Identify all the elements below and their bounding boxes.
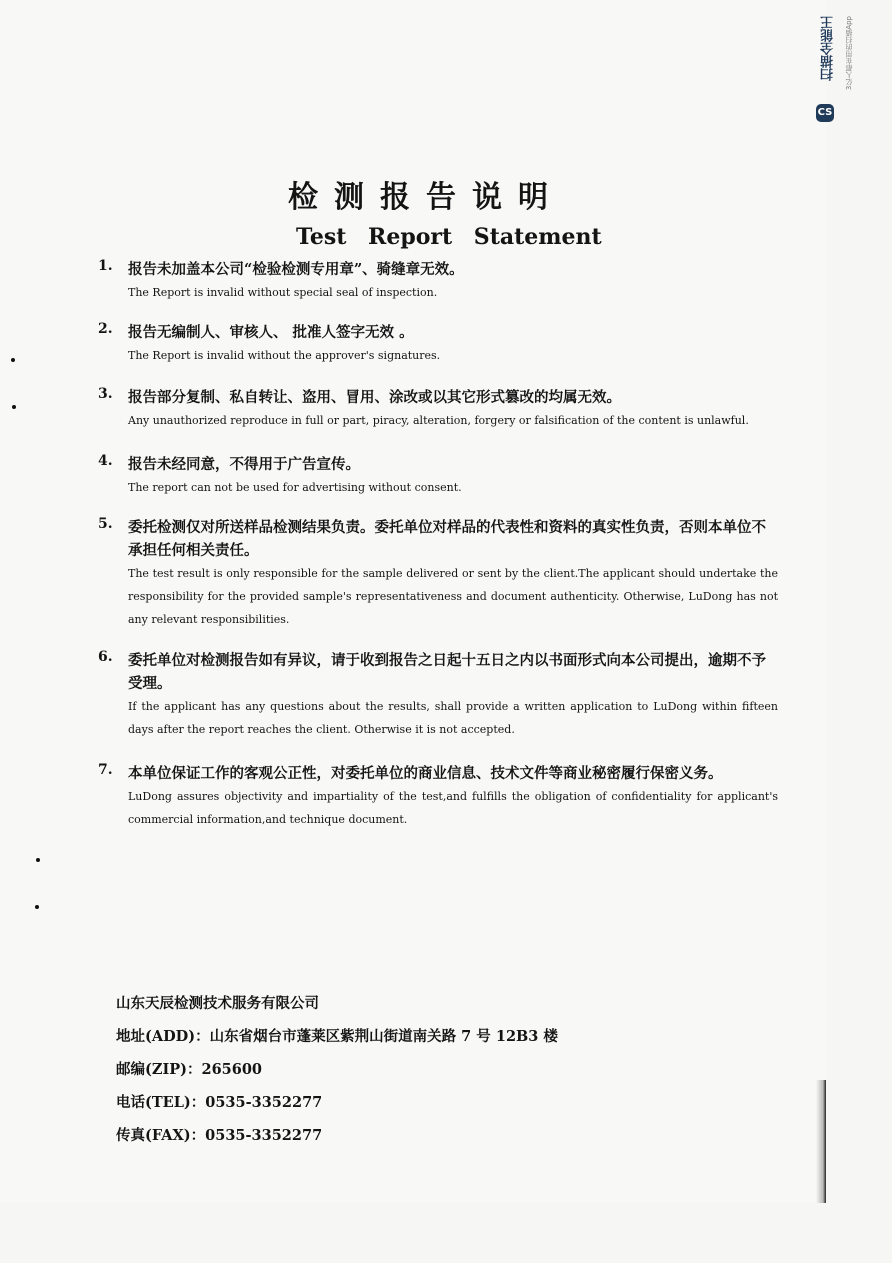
item-text-en: LuDong assures objectivity and impartiality of the test,and fulfills the obligation of confidentiality for applicant's commercial information,and technique document. [128, 790, 778, 826]
item-text-cn: 委托检测仅对所送样品检测结果负责。委托单位对样品的代表性和资料的真实性负责，否则本单位不承担任何相关责任。 [128, 519, 766, 559]
watermark-logo-icon: CS [816, 104, 834, 122]
item-number: 2. [98, 321, 113, 337]
item-number: 3. [98, 386, 113, 402]
statement-item [98, 762, 778, 831]
item-text-cn: 报告无编制人、审核人、 批准人签字无效 。 [128, 324, 414, 341]
item-text-en: The Report is invalid without the approver's signatures. [128, 349, 441, 362]
statement-item [98, 453, 778, 499]
watermark-tagline: 3亿人都在用的扫描App [845, 16, 853, 91]
punch-hole-mark [35, 905, 39, 909]
punch-hole-mark [36, 858, 40, 862]
item-text-cn: 报告未加盖本公司“检验检测专用章”、骑缝章无效。 [128, 261, 464, 278]
punch-hole-mark [12, 405, 16, 409]
item-text-cn: 本单位保证工作的客观公正性，对委托单位的商业信息、技术文件等商业秘密履行保密义务。 [128, 765, 723, 782]
statement-item [98, 386, 778, 432]
item-text-en: The report can not be used for advertising without consent. [128, 481, 462, 494]
company-name: 山东天辰检测技术服务有限公司 [116, 995, 319, 1012]
company-zip: 邮编(ZIP)：265600 [116, 1061, 263, 1078]
item-text-cn: 委托单位对检测报告如有异议，请于收到报告之日起十五日之内以书面形式向本公司提出，逾期不予受理。 [128, 652, 766, 692]
company-address: 地址(ADD)：山东省烟台市蓬莱区紫荆山街道南关路 7 号 12B3 楼 [116, 1028, 558, 1045]
item-text-en: The Report is invalid without special seal of inspection. [128, 286, 438, 299]
item-text-cn: 报告部分复制、私自转让、盗用、冒用、涂改或以其它形式篡改的均属无效。 [128, 389, 621, 406]
punch-hole-mark [11, 358, 15, 362]
item-number: 7. [98, 762, 113, 778]
company-fax: 传真(FAX)：0535-3352277 [116, 1127, 323, 1144]
statement-item [98, 321, 778, 367]
statement-item [98, 649, 778, 741]
item-text-cn: 报告未经同意，不得用于广告宣传。 [128, 456, 360, 473]
document-title-cn: 检测报告说明 [288, 180, 564, 215]
watermark-brand: 扫描全能王 [821, 16, 836, 81]
item-text-en: The test result is only responsible for the sample delivered or sent by the client.The applicant should undertake the responsibility for the provided sample's representativeness and document authenticity. Otherwise, LuDong has not any relevant responsibilities. [128, 567, 778, 626]
statement-item [98, 516, 778, 631]
item-number: 4. [98, 453, 113, 469]
scanner-watermark [816, 16, 876, 124]
item-text-en: If the applicant has any questions about the results, shall provide a written application to LuDong within fifteen days after the report reaches the client. Otherwise it is not accepted. [128, 700, 778, 736]
document-title-en: Test Report Statement [296, 224, 602, 250]
company-tel: 电话(TEL)：0535-3352277 [116, 1094, 323, 1111]
statement-item [98, 258, 778, 304]
item-number: 1. [98, 258, 113, 274]
paper-shadow-edge [816, 1080, 826, 1203]
item-text-en: Any unauthorized reproduce in full or part, piracy, alteration, forgery or falsification of the content is unlawful. [128, 414, 749, 427]
company-contact-block [116, 990, 558, 1155]
item-number: 5. [98, 516, 113, 532]
item-number: 6. [98, 649, 113, 665]
